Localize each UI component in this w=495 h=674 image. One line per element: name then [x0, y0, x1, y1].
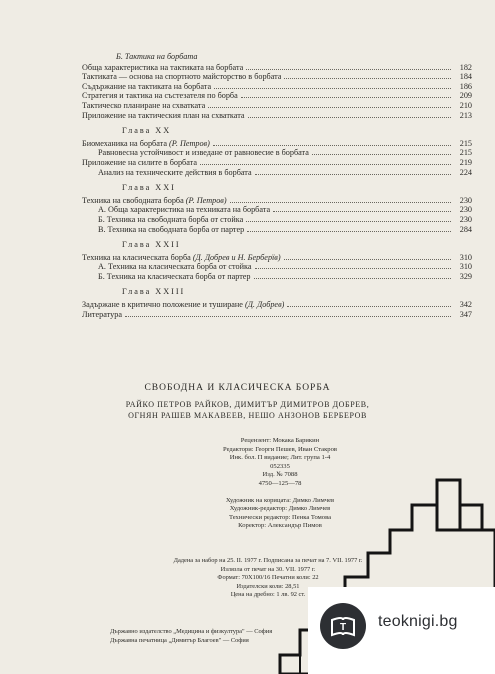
table-of-contents [82, 52, 472, 319]
leader-dots [241, 97, 451, 98]
code-line: 052335 [270, 462, 290, 470]
toc-entry-title: Тактическо планиране на схватката [82, 100, 206, 110]
toc-entry-title: Техника на класическата борба (Д. Добрев и Н. Берберїв) [82, 252, 281, 262]
leader-dots [213, 145, 451, 146]
leader-dots [125, 316, 451, 317]
toc-entry-title: Съдържание на тактиката на борбата [82, 81, 212, 91]
leader-dots [255, 268, 452, 269]
toc-entry-page: 224 [459, 167, 472, 177]
section-heading: Б. Тактика на борбата [116, 52, 198, 61]
toc-entry-title: Литература [82, 309, 122, 319]
toc-entry [82, 82, 472, 92]
leader-dots [200, 164, 451, 165]
toc-entry-title: Б. Техника на свободната борба от стойка [98, 214, 244, 224]
toc-entry [82, 63, 472, 73]
leader-dots [254, 278, 451, 279]
credits [150, 437, 410, 531]
leader-dots [284, 78, 451, 79]
toc-entry [82, 158, 472, 168]
book-title: СВОБОДНА И КЛАСИЧЕСКА БОРБА [144, 383, 331, 393]
leader-dots [246, 221, 451, 222]
toc-entry [82, 196, 472, 206]
format-line: Формат: 70X100/16 Печатни коли: 22 [217, 574, 319, 582]
toc-entry-title: Приложение на тактическия план на схватката [82, 110, 245, 120]
toc-entry [82, 310, 472, 320]
cover-artist: Художник на корицата: Димко Лимчев [225, 496, 335, 504]
toc-entry-author: (Д. Добрев и Н. Берберїв) [192, 252, 281, 262]
toc-entry [82, 205, 472, 215]
leader-dots [230, 202, 451, 203]
printing-line: Излязла от печат на 30. VII. 1977 г. [220, 565, 316, 573]
corrector: Коректор: Александър Пимов [238, 522, 322, 530]
toc-entry-page: 215 [459, 148, 472, 158]
toc-entry-page: 230 [459, 214, 472, 224]
leader-dots [208, 107, 451, 108]
toc-entry [82, 91, 472, 101]
toc-entry-title: Равновесна устойчивост и изведане от равновесие в борбата [98, 148, 309, 158]
imprint-header [0, 383, 495, 421]
toc-entry-page: 310 [459, 262, 472, 272]
leader-dots [246, 69, 451, 70]
leader-dots [247, 231, 451, 232]
toc-entry-title: А. Обща характеристика на техниката на борбата [98, 205, 271, 215]
toc-entry [82, 101, 472, 111]
print-number: Изд. № 7088 [262, 471, 298, 479]
toc-entry-page: 284 [459, 224, 472, 234]
svg-text:T: T [339, 622, 347, 633]
toc-entry [82, 225, 472, 235]
toc-entry [82, 215, 472, 225]
toc-entry [82, 262, 472, 272]
chapter-label: Глава XXIII [122, 287, 186, 297]
toc-entry-title: Обща характеристика на тактиката на борбата [82, 62, 244, 72]
leader-dots [273, 211, 451, 212]
toc-entry-title: Биомеханика на борбата (Р. Петров) [82, 138, 210, 148]
toc-entry-page: 219 [459, 157, 472, 167]
editors: Редактори: Георги Пешев, Иван Стакров [222, 445, 338, 453]
toc-entry-page: 209 [459, 91, 472, 101]
toc-entry-title: В. Техника на свободната борба от партер [98, 224, 245, 234]
art-editor: Художник-редактор: Димко Лимчев [229, 505, 331, 513]
toc-entry-page: 213 [459, 110, 472, 120]
toc-entry [82, 139, 472, 149]
toc-entry-title: Тактиката — основа на спортното майсторство в борбата [82, 72, 282, 82]
index-line: Инк. бол. П видание; Лит. група 1-4 [229, 454, 331, 462]
chapter-label: Глава XX [122, 126, 172, 136]
toc-entry-title: Задържане в критично положение и туширане (Д. Добрев) [82, 300, 285, 310]
toc-entry-title: Анализ на техническите действия в борбата [98, 167, 252, 177]
leader-dots [284, 259, 451, 260]
toc-entry-page: 347 [459, 309, 472, 319]
chapter-label: Глава XXI [122, 183, 176, 193]
toc-entry-page: 230 [459, 195, 472, 205]
authors-line: ОГНЯН РАШЕВ МАКАВЕЕВ, НЕШО АНЗОНОВ БЕРБЕРОВ [128, 411, 367, 420]
leader-dots [214, 88, 451, 89]
watermark-logo[interactable] [308, 587, 495, 674]
leader-dots [248, 117, 451, 118]
publisher: Държавно издателство „Медицина и физкултура" — София [110, 628, 273, 635]
toc-entry-page: 184 [459, 72, 472, 82]
toc-entry [82, 148, 472, 158]
toc-entry-page: 230 [459, 205, 472, 215]
printer: Държавна печатница „Димитър Благоев" — София [110, 636, 249, 644]
reviewer: Рецензент: Мокака Барикин [240, 437, 320, 444]
price-line: Цена на дребно: 1 лв. 92 ст. [230, 591, 306, 599]
toc-entry-author: (Д. Добрев) [245, 300, 285, 310]
leader-dots [255, 174, 451, 175]
toc-entry-title: Приложение на силите в борбата [82, 157, 197, 167]
authors [0, 399, 495, 421]
toc-entry-title: Техника на свободната борба (Р. Петров) [82, 195, 227, 205]
toc-entry-title: А. Техника на класическата борба от стойка [98, 262, 252, 272]
toc-entry-page: 215 [459, 138, 472, 148]
numbers-line: 4750—125—78 [258, 479, 302, 487]
book-icon [320, 603, 366, 649]
toc-entry-page: 186 [459, 81, 472, 91]
toc-entry [82, 72, 472, 82]
toc-entry-title: Стратегия и тактика на състезателя по борба [82, 91, 238, 101]
leader-dots [287, 306, 451, 307]
toc-entry [82, 111, 472, 121]
toc-entry [82, 300, 472, 310]
tech-editor: Технически редактор: Пенка Томова [228, 513, 332, 521]
toc-entry [82, 272, 472, 282]
toc-entry-author: (Р. Петров) [185, 195, 227, 205]
publisher-sheets: Издателски коли: 28,51 [236, 582, 300, 590]
chapter-label: Глава XXII [122, 240, 181, 250]
toc-entry-page: 182 [459, 62, 472, 72]
toc-entry-page: 310 [459, 252, 472, 262]
toc-entry-page: 342 [459, 300, 472, 310]
leader-dots [312, 154, 451, 155]
toc-entry-author: (Р. Петров) [169, 138, 210, 148]
toc-entry-title: Б. Техника на класическата борба от партер [98, 271, 251, 281]
printing-line: Дадена за набор на 25. II. 1977 г. Подписана за печат на 7. VII. 1977 г. [173, 557, 363, 564]
authors-line: РАЙКО ПЕТРОВ РАЙКОВ, ДИМИТЪР ДИМИТРОВ ДОБРЕВ, [125, 400, 370, 409]
toc-entry-page: 210 [459, 100, 472, 110]
toc-entry [82, 253, 472, 263]
toc-entry [82, 168, 472, 178]
site-name: teoknigi.bg [378, 613, 458, 630]
toc-entry-page: 329 [459, 271, 472, 281]
